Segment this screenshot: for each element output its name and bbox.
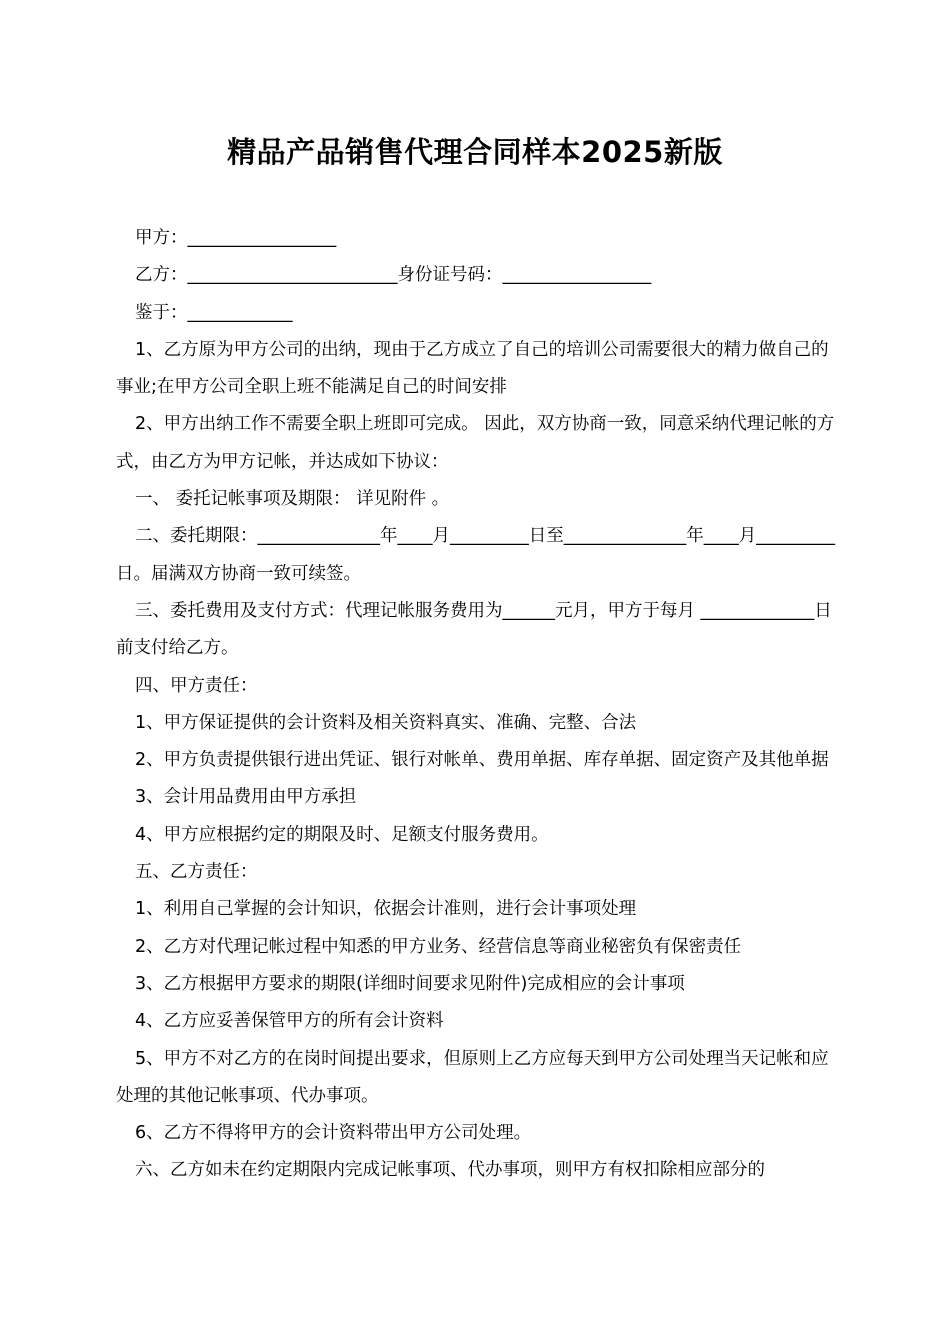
list-item: 4、甲方应根据约定的期限及时、足额支付服务费用。 bbox=[135, 824, 549, 845]
document-title: 精品产品销售代理合同样本2025新版 bbox=[227, 135, 723, 169]
paragraph: 2、甲方出纳工作不需要全职上班即可完成。 因此，双方协商一致，同意采纳代理记帐的方式，由乙方为甲方记帐，并达成如下协议： bbox=[116, 414, 835, 472]
list-item: 4、乙方应妥善保管甲方的所有会计资料 bbox=[135, 1011, 444, 1032]
list-item: 1、甲方保证提供的会计资料及相关资料真实、准确、完整、合法 bbox=[135, 712, 637, 733]
document-body bbox=[116, 220, 836, 1190]
list-item: 1、利用自己掌握的会计知识，依据会计准则，进行会计事项处理 bbox=[135, 899, 637, 920]
paragraph-whereas: 鉴于：____________ bbox=[135, 302, 293, 323]
list-item: 2、甲方负责提供银行进出凭证、银行对帐单、费用单据、库存单据、固定资产及其他单据 bbox=[135, 750, 829, 771]
list-item: 3、会计用品费用由甲方承担 bbox=[135, 787, 357, 808]
list-item: 5、甲方不对乙方的在岗时间提出要求，但原则上乙方应每天到甲方公司处理当天记帐和应处理的其他记帐事项、代办事项。 bbox=[116, 1048, 829, 1106]
section-heading: 二、委托期限：______________年____月_________日至______________年____月_________日。届满双方协商一致可续签。 bbox=[116, 526, 835, 584]
section-heading: 四、甲方责任： bbox=[135, 675, 258, 696]
list-item: 6、乙方不得将甲方的会计资料带出甲方公司处理。 bbox=[135, 1123, 532, 1144]
paragraph: 1、乙方原为甲方公司的出纳，现由于乙方成立了自己的培训公司需要很大的精力做自己的事业;在甲方公司全职上班不能满足自己的时间安排 bbox=[116, 339, 829, 398]
section-heading: 三、委托费用及支付方式：代理记帐服务费用为______元月，甲方于每月 _____________日前支付给乙方。 bbox=[116, 600, 832, 659]
paragraph-party-b: 乙方：________________________身份证号码：_________________ bbox=[135, 265, 652, 286]
paragraph-party-a: 甲方：_________________ bbox=[135, 228, 337, 248]
section-heading: 六、乙方如未在约定期限内完成记帐事项、代办事项，则甲方有权扣除相应部分的 bbox=[135, 1160, 765, 1181]
section-heading: 五、乙方责任： bbox=[135, 862, 258, 883]
list-item: 2、乙方对代理记帐过程中知悉的甲方业务、经营信息等商业秘密负有保密责任 bbox=[135, 936, 742, 957]
list-item: 3、乙方根据甲方要求的期限(详细时间要求见附件)完成相应的会计事项 bbox=[135, 973, 685, 994]
section-heading: 一、 委托记帐事项及期限： 详见附件 。 bbox=[135, 489, 450, 510]
